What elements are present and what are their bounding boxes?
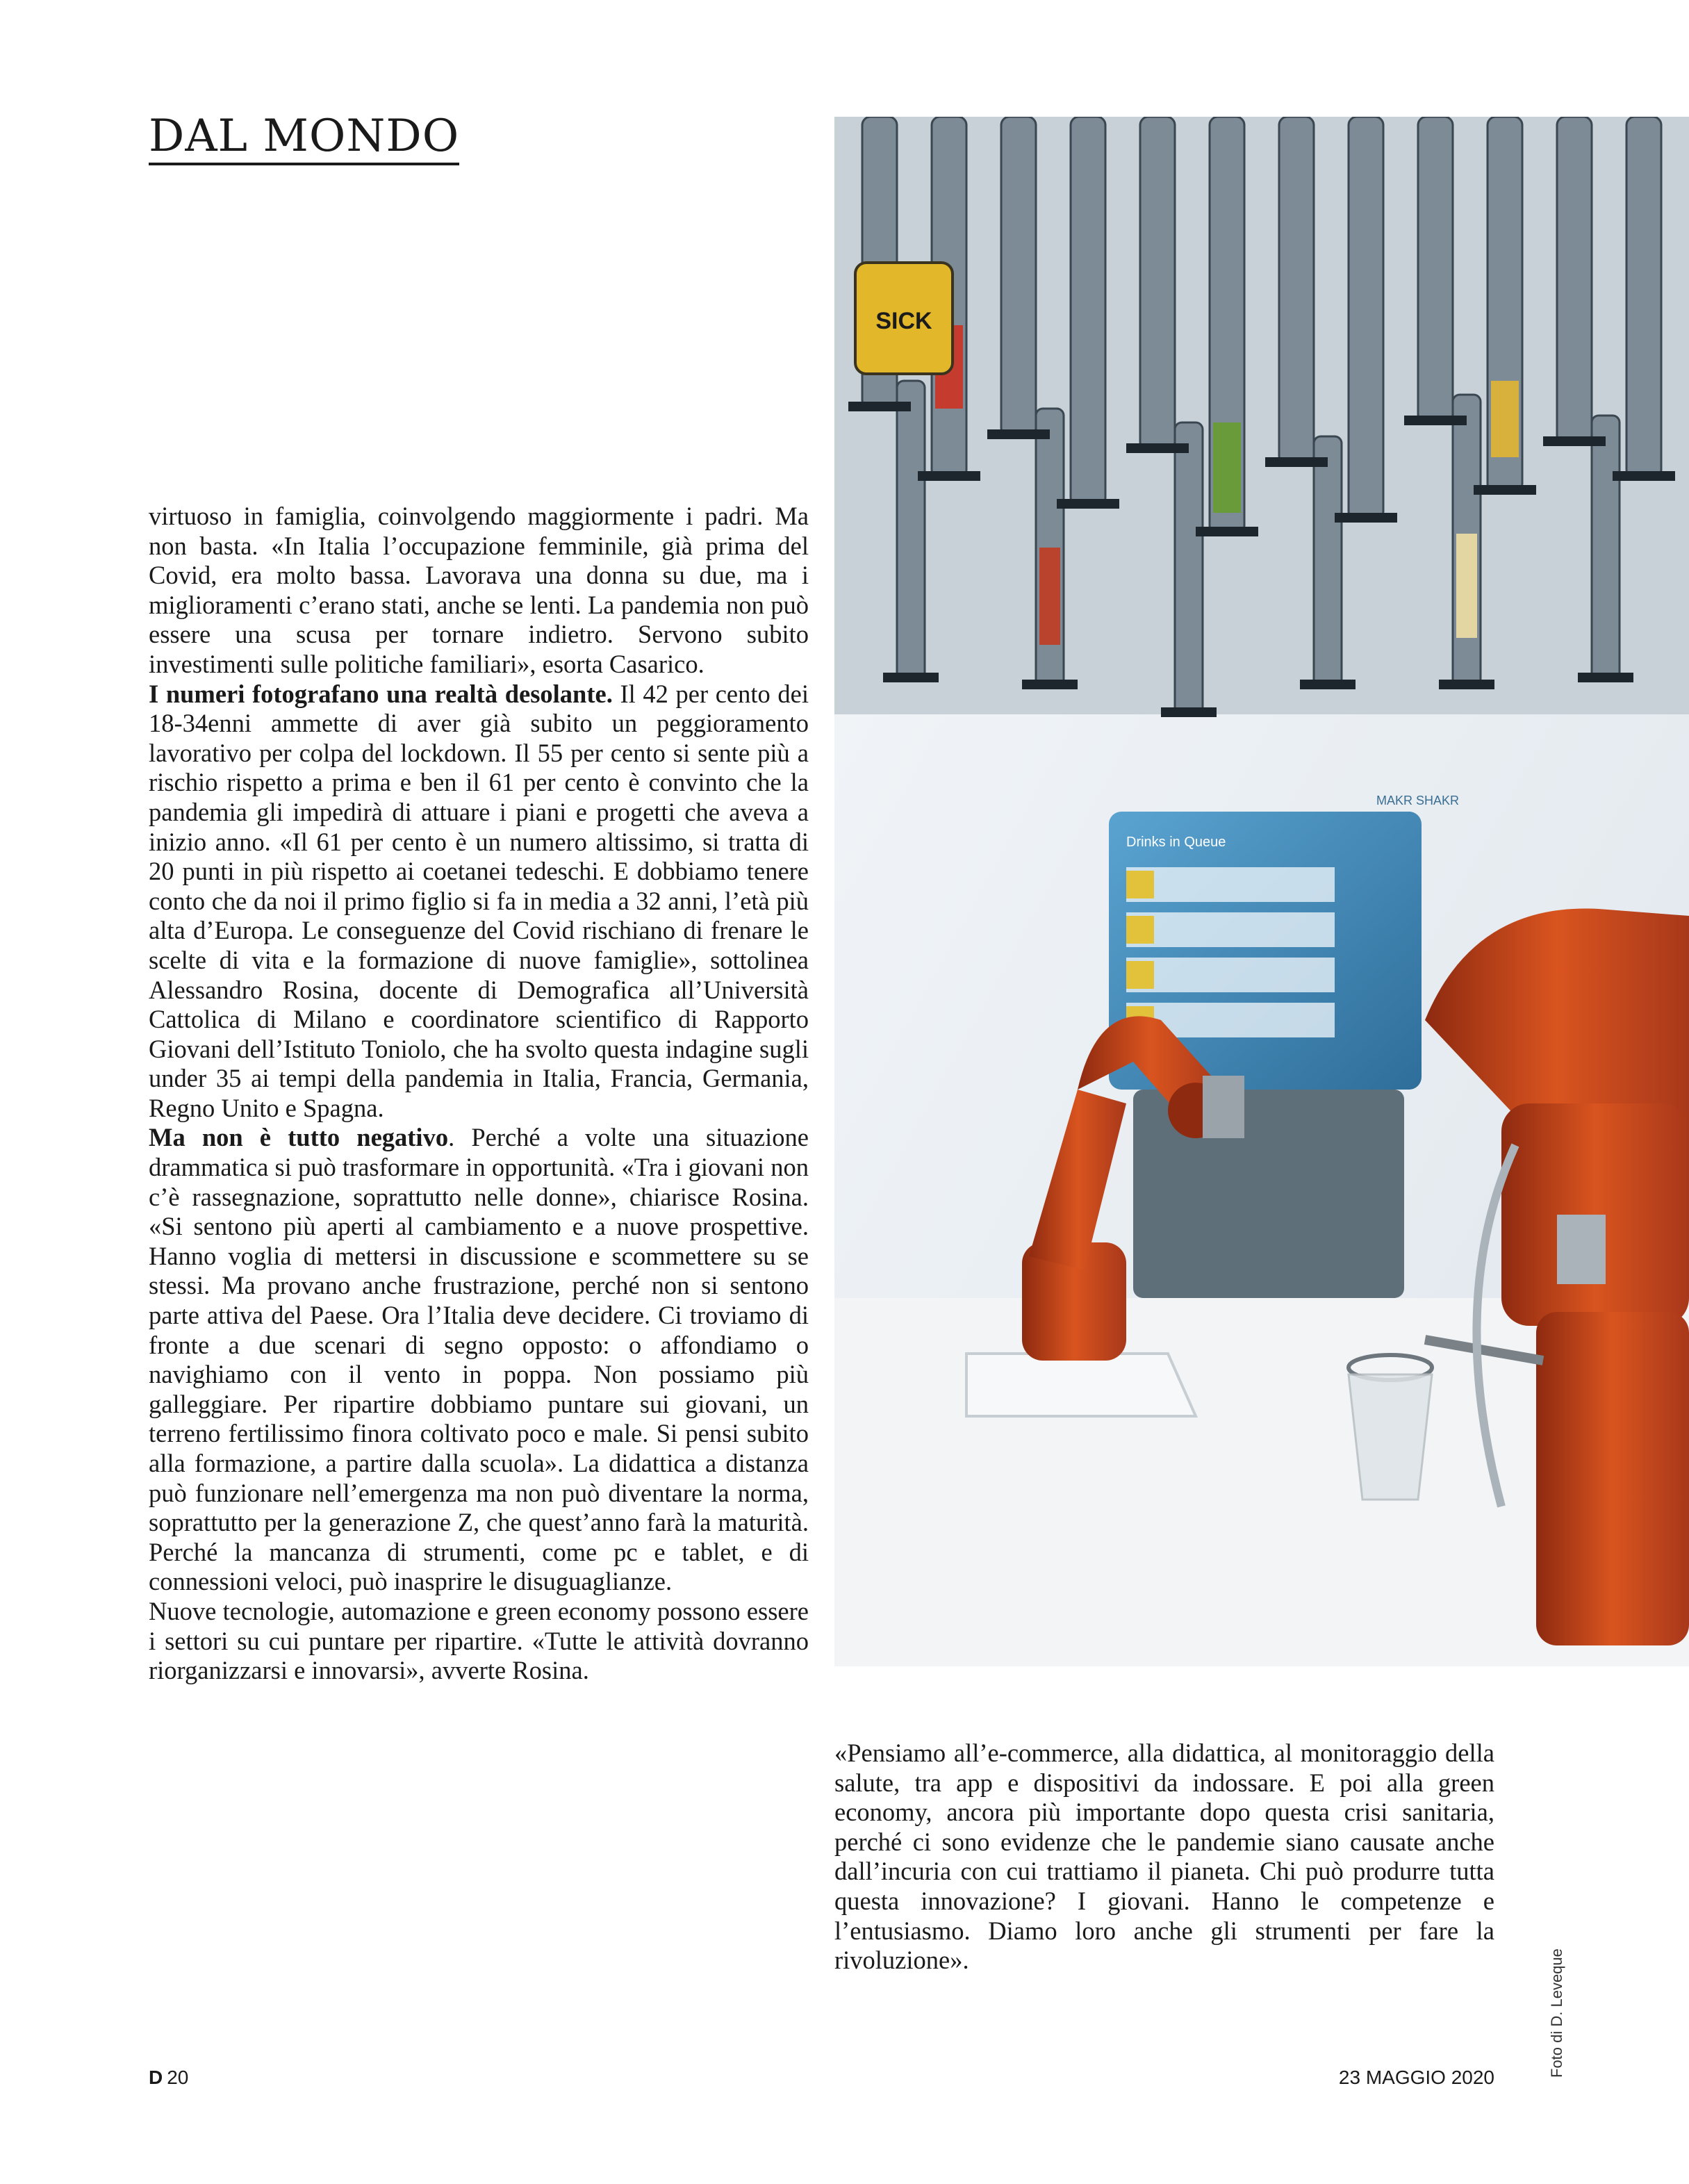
screen-title: Drinks in Queue bbox=[1126, 835, 1226, 850]
article-paragraph: virtuoso in famiglia, coinvolgendo maggiormente i padri. Ma non basta. «In Italia l’occupazione femminile, già prima del Covid, era molto bassa. Lavorava una donna su due, ma i miglioramenti c’erano stati, anche se lenti. La pandemia non può essere una scusa per tornare indietro. Servono subito investimenti sulle politiche familiari», esorta Casarico. bbox=[149, 502, 809, 678]
section-title: DAL MONDO bbox=[149, 111, 459, 165]
issue-date: 23 MAGGIO 2020 bbox=[1338, 2067, 1494, 2088]
page-number: 20 bbox=[167, 2067, 189, 2088]
sick-sensor bbox=[855, 263, 953, 374]
article-paragraph: Ma non è tutto negativo. Perché a volte una situazione drammatica si può trasformare in opportunità. «Tra i giovani non c’è rassegnazione, soprattutto nelle donne», chiarisce Rosina. «Si sentono più aperti al cambiamento e a nuove prospettive. Hanno voglia di mettersi in discussione e scommettere su se stessi. Ma provano anche frustrazione, perché non si sentono parte attiva del Paese. Ora l’Italia deve decidere. Ci troviamo di fronte a due scenari di segno opposto: o affondiamo o navighiamo con il vento in poppa. Non possiamo più galleggiare. Per ripartire dobbiamo puntare sui giovani, un terreno fertilissimo finora coltivato poco e male. Si pensi subito alla formazione, a partire dalla scuola». La didattica a distanza può funzionare nell’emergenza ma non può diventare la norma, soprattutto per la generazione Z, che quest’anno farà la maturità. Perché la mancanza di strumenti, come pc e tablet, e di connessioni veloci, può inasprire le disuguaglianze. bbox=[149, 1123, 809, 1596]
paragraph-lead: I numeri fotografano una realtà desolante. bbox=[149, 679, 613, 708]
page-folio bbox=[149, 2067, 188, 2089]
article-photo bbox=[834, 117, 1689, 1666]
makr-shakr-logo: MAKR SHAKR bbox=[1376, 794, 1460, 807]
photo-credit: Foto di D. Leveque bbox=[1548, 1948, 1565, 2078]
article-paragraph: «Pensiamo all’e-commerce, alla didattica, al monitoraggio della salute, tra app e dispositivi da indossare. E poi alla green economy, ancora più importante dopo questa crisi sanitaria, perché ci sono evidenze che le pandemie siano causate anche dall’incuria con cui trattiamo il pianeta. Chi può produrre tutta questa innovazione? I giovani. Hanno le competenze e l’entusiasmo. Diamo loro anche gli strumenti per fare la rivoluzione». bbox=[834, 1739, 1494, 1975]
article-paragraph: I numeri fotografano una realtà desolante. Il 42 per cento dei 18-34enni ammette di aver già subito un peggioramento lavorativo per colpa del lockdown. Il 55 per cento si sente più a rischio rispetto a prima e ben il 61 per cento è convinto che la pandemia gli impedirà di attuare i piani e progetti che aveva a inizio anno. «Il 61 per cento è un numero altissimo, si tratta di 20 punti in più rispetto ai coetanei tedeschi. E dobbiamo tenere conto che da noi il primo figlio si fa in media a 32 anni, l’età più alta d’Europa. Le conseguenze del Covid rischiano di frenare le scelte di vita e la formazione di nuove famiglie», sottolinea Alessandro Rosina, docente di Demografica all’Università Cattolica di Milano e coordinatore scientifico di Rapporto Giovani dell’Istituto Toniolo, che ha svolto questa indagine sugli under 35 ai tempi della pandemia in Italia, Francia, Germania, Regno Unito e Spagna. bbox=[149, 679, 809, 1122]
paragraph-lead: Ma non è tutto negativo bbox=[149, 1123, 449, 1152]
article-column-right bbox=[834, 1739, 1494, 1976]
article-column-left bbox=[149, 502, 809, 1686]
sensor-brand-label: SICK bbox=[875, 308, 932, 334]
article-paragraph: Nuove tecnologie, automazione e green economy possono essere i settori su cui puntare per ripartire. «Tutte le attività dovranno riorganizzarsi e innovarsi», avverte Rosina. bbox=[149, 1596, 809, 1685]
magazine-mark: D bbox=[149, 2067, 163, 2088]
plastic-cup bbox=[1349, 1355, 1432, 1500]
robot-bar-illustration bbox=[834, 117, 1689, 1666]
